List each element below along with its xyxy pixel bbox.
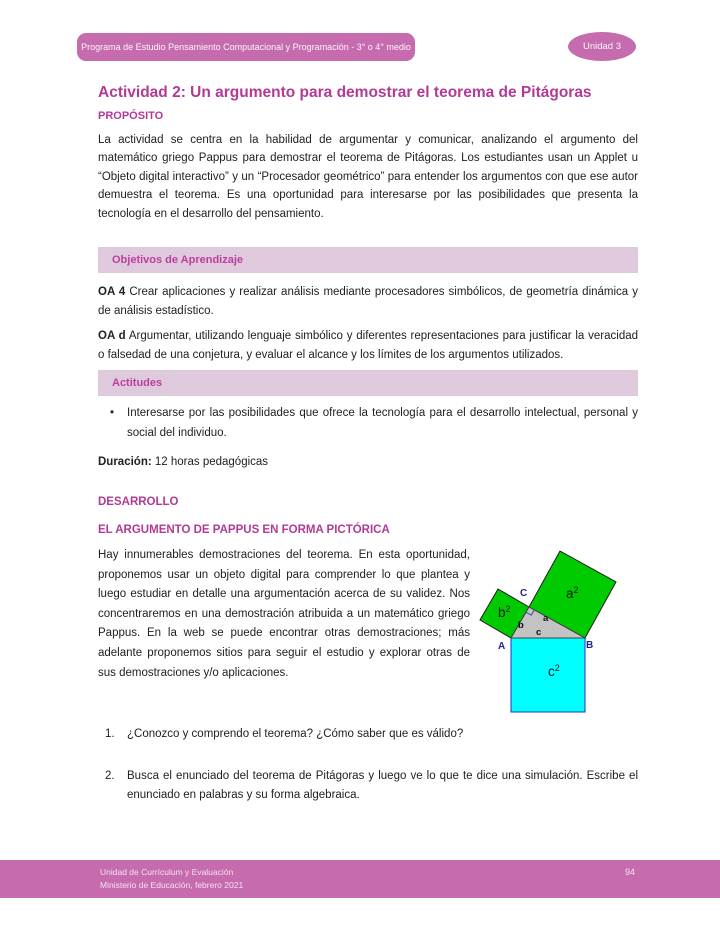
vertex-label-A: A	[498, 641, 506, 653]
pappus-subheading: EL ARGUMENTO DE PAPPUS EN FORMA PICTÓRICA	[98, 524, 390, 537]
desarrollo-row	[98, 546, 638, 719]
proposito-heading: PROPÓSITO	[98, 110, 164, 122]
actitudes-list-item	[98, 404, 638, 443]
desarrollo-body: Hay innumerables demostraciones del teorema. En esta oportunidad, proponemos usar un objeto digital para comprender lo que plantea y luego estudiar en detalle una argumentación acerca de su validez. Nos concentraremos en una demostración atribuida a un matemático griego Pappus. En la web se puede encontrar otras demostraciones; más adelante proponemos sitios para seguir el estudio y explorar otras de sus demostraciones y/o aplicaciones.	[98, 549, 470, 679]
duracion-line	[98, 453, 638, 471]
question-number: 1.	[105, 728, 115, 741]
duracion-value: 12 horas pedagógicas	[154, 456, 269, 469]
side-label-b: b	[518, 620, 524, 632]
side-label-a: a	[543, 613, 549, 625]
pythagoras-diagram	[478, 544, 638, 714]
side-label-c: c	[536, 627, 542, 639]
oa-text: Crear aplicaciones y realizar análisis mediante procesadores simbólicos, de geometría dinámica y de análisis estadístico.	[98, 286, 638, 318]
footer-line2: Ministerio de Educación, febrero 2021	[100, 880, 244, 890]
oa-item	[98, 327, 638, 365]
objetivos-heading: Objetivos de Aprendizaje	[112, 254, 244, 267]
oa-item	[98, 283, 638, 321]
pythagoras-figure	[478, 544, 638, 719]
footer-bar	[0, 860, 720, 898]
question-item	[98, 725, 638, 745]
program-banner	[77, 33, 415, 61]
proposito-body: La actividad se centra en la habilidad de argumentar y comunicar, analizando el argumento del matemático griego Pappus para demostrar el teorema de Pitágoras. Los estudiantes usan un Applet u “Objeto digital interactivo” y un “Procesador geométrico” para entender los argumentos con que ese autor demuestra el teorema. Es una oportunidad para interesarse por las posibilidades que presenta la tecnología en el desarrollo del pensamiento.	[98, 134, 638, 220]
footer-credits	[100, 866, 243, 892]
duracion-label: Duración:	[98, 456, 152, 469]
footer-line1: Unidad de Currículum y Evaluación	[100, 867, 234, 877]
oa-text: Argumentar, utilizando lenguaje simbólico y diferentes representaciones para justificar la veracidad o falsedad de una conjetura, y evaluar el alcance y los límites de los argumentos utilizados.	[98, 330, 638, 362]
actitudes-item-text: Interesarse por las posibilidades que ofrece la tecnología para el desarrollo intelectual, personal y social del individuo.	[127, 407, 638, 439]
program-banner-label: Programa de Estudio Pensamiento Computacional y Programación - 3° o 4° medio	[81, 42, 411, 52]
oa-code: OA 4	[98, 286, 126, 299]
vertex-label-C: C	[520, 588, 528, 600]
question-text: Busca el enunciado del teorema de Pitágoras y luego ve lo que te dice una simulación. Escribe el enunciado en palabras y su forma algebraica.	[127, 769, 638, 802]
question-number: 2.	[105, 769, 115, 782]
page-number: 94	[624, 867, 635, 877]
desarrollo-heading: DESARROLLO	[98, 496, 179, 509]
oa-code: OA d	[98, 330, 126, 343]
vertex-label-B: B	[586, 640, 594, 652]
question-item	[98, 767, 638, 806]
page-content	[98, 82, 638, 806]
area-label-a2: $a^2$	[566, 585, 579, 602]
question-text: ¿Conozco y comprendo el teorema? ¿Cómo saber que es válido?	[127, 728, 464, 741]
unit-badge-label: Unidad 3	[582, 41, 622, 52]
objetivos-section-bar	[98, 247, 638, 273]
bullet-marker: •	[110, 407, 115, 420]
area-label-b2: $b^2$	[498, 604, 511, 621]
actitudes-section-bar	[98, 370, 638, 396]
unit-badge	[568, 32, 636, 61]
actitudes-heading: Actitudes	[112, 377, 163, 390]
area-label-c2: $c^2$	[548, 663, 560, 680]
activity-title: Actividad 2: Un argumento para demostrar el teorema de Pitágoras	[98, 84, 592, 101]
